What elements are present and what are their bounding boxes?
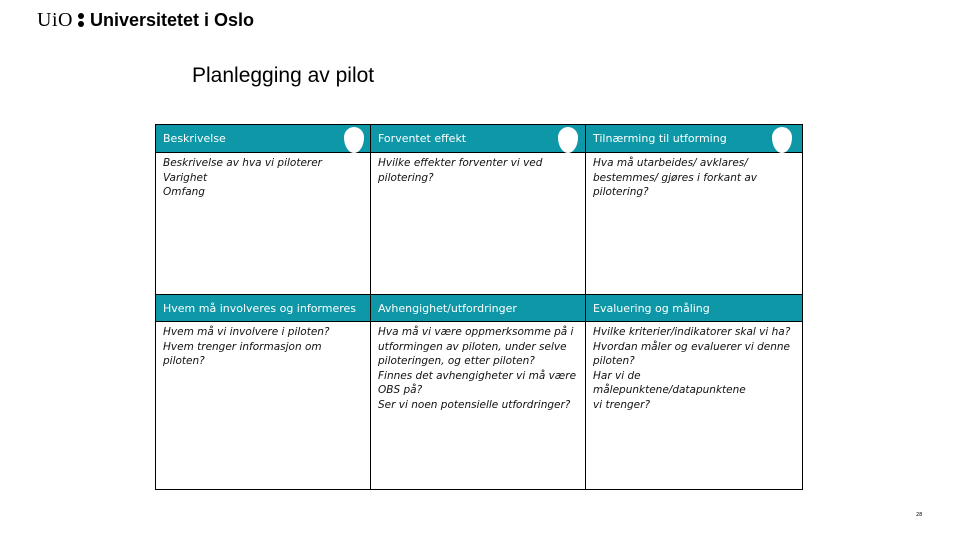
logo-university-name: Universitetet i Oslo <box>89 9 255 30</box>
header-forventet-effekt: Forventet effekt <box>371 125 586 153</box>
header-tilnaerming: Tilnærming til utforming <box>586 125 802 153</box>
header-avhengighet: Avhengighet/utfordringer <box>371 295 586 322</box>
logo-dots-icon <box>78 13 84 27</box>
uio-logo <box>37 9 254 31</box>
body-forventet-effekt: Hvilke effekter forventer vi ved pilotering? <box>371 153 586 295</box>
page-number: 28 <box>916 512 923 518</box>
header-beskrivelse: Beskrivelse <box>156 125 371 153</box>
body-evaluering: Hvilke kriterier/indikatorer skal vi ha? Hvordan måler og evaluerer vi denne piloten? Har vi de målepunktene/datapunktene vi trenger? <box>593 326 791 411</box>
planning-grid <box>155 124 803 490</box>
body-involvering: Hvem må vi involvere i piloten? Hvem trenger informasjon om piloten? <box>156 322 371 489</box>
body-beskrivelse: Beskrivelse av hva vi piloterer Varighet Omfang <box>156 153 371 295</box>
body-tilnaerming: Hva må utarbeides/ avklares/ bestemmes/ gjøres i forkant av pilotering? <box>586 153 802 295</box>
logo-abbreviation: UiO <box>37 8 73 31</box>
body-avhengighet: Hva må vi være oppmerksomme på i utformingen av piloten, under selve piloteringen, og etter piloten? Finnes det avhengigheter vi må være OBS på? Ser vi noen potensielle utfordringer? <box>371 322 586 489</box>
slide-title: Planlegging av pilot <box>192 64 375 87</box>
header-evaluering: Evaluering og måling <box>586 295 802 322</box>
header-involvering: Hvem må involveres og informeres <box>156 295 371 322</box>
